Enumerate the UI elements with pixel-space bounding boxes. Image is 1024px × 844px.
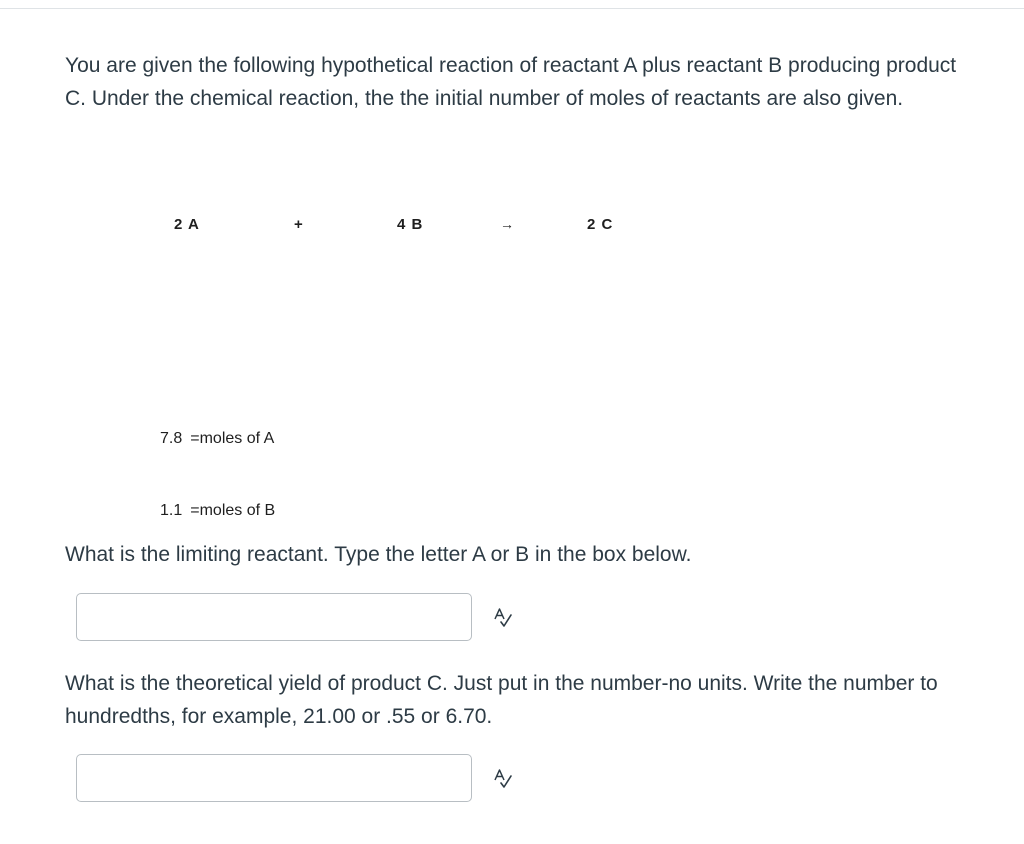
spellcheck-icon[interactable] <box>492 607 514 629</box>
equation-arrow: → <box>500 216 515 232</box>
equation-plus: + <box>294 216 304 233</box>
moles-a-label: =moles of A <box>190 430 275 447</box>
equation-reactant-a: 2 A <box>174 216 200 233</box>
spellcheck-icon[interactable] <box>492 768 514 790</box>
given-moles-a <box>160 430 274 448</box>
moles-a-value: 7.8 <box>160 430 183 447</box>
equation-product-c: 2 C <box>587 216 614 233</box>
given-moles-b <box>160 502 275 520</box>
limiting-reactant-input[interactable] <box>76 593 472 641</box>
limiting-reactant-question: What is the limiting reactant. Type the letter A or B in the box below. <box>65 543 692 566</box>
theoretical-yield-input[interactable] <box>76 754 472 802</box>
moles-b-label: =moles of B <box>190 502 276 519</box>
top-divider <box>0 8 1024 9</box>
question-intro: You are given the following hypothetical reaction of reactant A plus reactant B producing product C. Under the chemical reaction, the the initial number of moles of reactants are also given. <box>65 54 957 110</box>
equation-reactant-b: 4 B <box>397 216 424 233</box>
theoretical-yield-question: What is the theoretical yield of product C. Just put in the number-no units. Write the number to hundredths, for example, 21.00 or .55 or 6.70. <box>65 672 938 728</box>
moles-b-value: 1.1 <box>160 502 183 519</box>
